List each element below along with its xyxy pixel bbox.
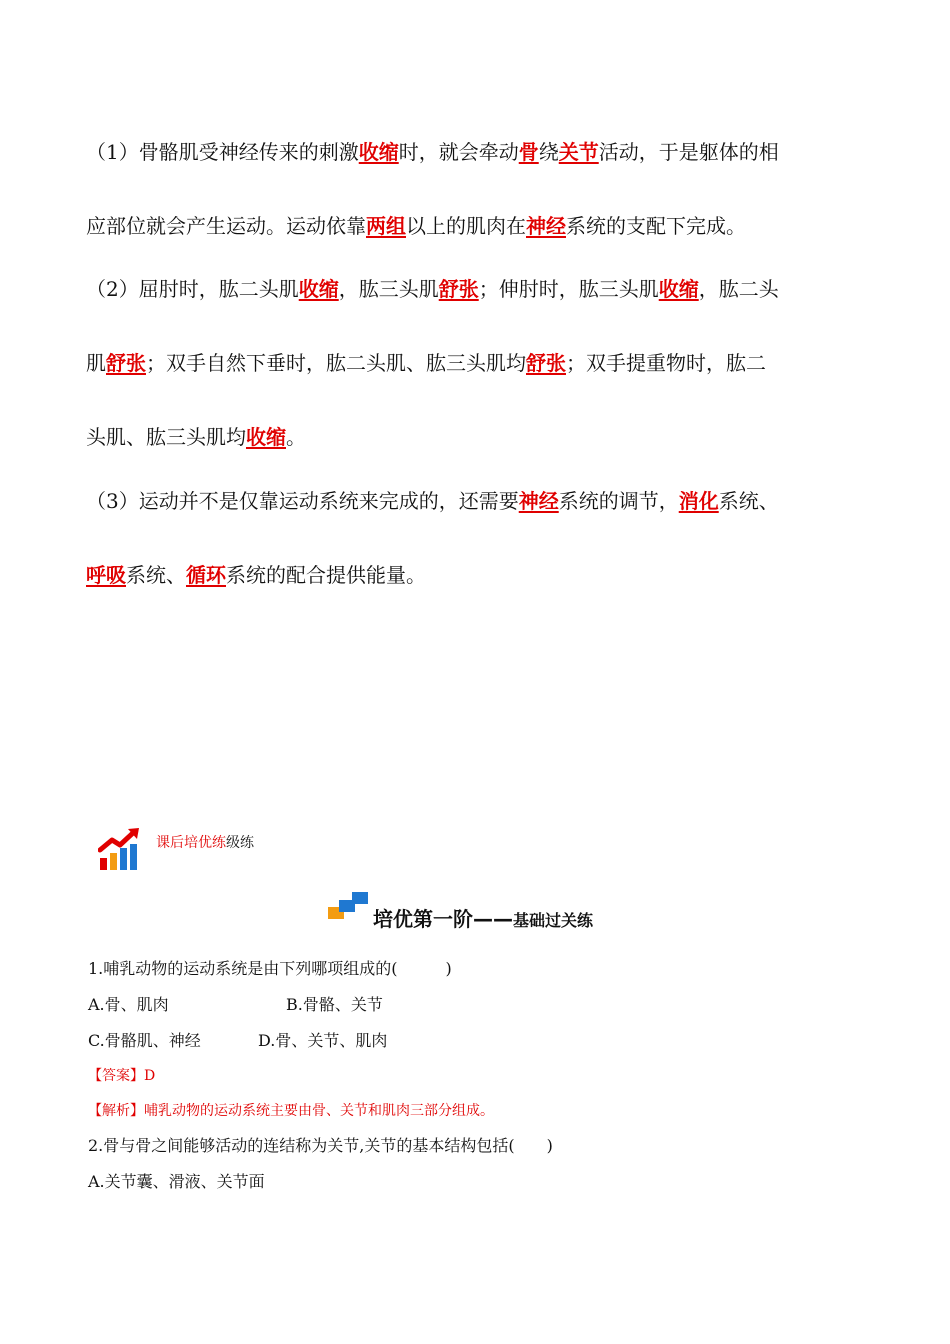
- question-2-stem: 2.骨与骨之间能够活动的连结称为关节,关节的基本结构包括( ): [88, 1136, 553, 1155]
- answer-blank: 循环: [186, 563, 226, 587]
- text: 时，就会牵动: [398, 140, 519, 164]
- text: 肌: [86, 351, 106, 375]
- text: （1）骨骼肌受神经传来的刺激: [86, 140, 359, 164]
- text: 。: [286, 425, 306, 449]
- answer-blank: 消化: [678, 489, 719, 513]
- question-1-options-row-2: [88, 1028, 688, 1048]
- text: 系统、: [126, 563, 186, 587]
- text: 活动，于是躯体的相: [598, 140, 779, 164]
- text: 绕: [538, 140, 559, 164]
- answer-blank: 呼吸: [86, 563, 126, 587]
- answer-blank: 收缩: [658, 277, 699, 301]
- paragraph-3-line-2: [86, 565, 426, 585]
- text: ，肱二头: [698, 277, 779, 301]
- text: 头肌、肱三头肌均: [86, 425, 246, 449]
- level-title: [328, 891, 648, 931]
- section-title: [156, 832, 254, 852]
- option-d[interactable]: D.骨、关节、肌肉: [258, 1031, 388, 1050]
- section-title-black: 级练: [226, 835, 254, 851]
- paragraph-1-line-1: [86, 142, 779, 162]
- question-1-stem: 1.哺乳动物的运动系统是由下列哪项组成的( ): [88, 959, 452, 978]
- answer-label: 【答案】D: [88, 1068, 156, 1084]
- text: （2）屈肘时，肱二头肌: [86, 277, 299, 301]
- text: 系统的支配下完成。: [566, 214, 746, 238]
- answer-blank: 收缩: [358, 140, 399, 164]
- text: 应部位就会产生运动。运动依靠: [86, 214, 366, 238]
- text: 系统的配合提供能量。: [226, 563, 426, 587]
- answer-blank: 神经: [526, 214, 566, 238]
- option-b[interactable]: B.骨骼、关节: [286, 995, 383, 1014]
- text: 系统的调节，: [558, 489, 679, 513]
- answer-blank: 关节: [558, 140, 599, 164]
- answer-blank: 舒张: [106, 351, 146, 375]
- option-a[interactable]: A.骨、肌肉: [88, 995, 169, 1014]
- text: （3）运动并不是仅靠运动系统来完成的，还需要: [86, 489, 519, 513]
- text: 系统、: [718, 489, 779, 513]
- level-title-main: 培优第一阶——: [373, 907, 513, 931]
- answer-blank: 收缩: [246, 425, 286, 449]
- option-a[interactable]: A.关节囊、滑液、关节面: [88, 1172, 265, 1191]
- level-title-sub: 基础过关练: [513, 911, 594, 930]
- text: ；双手提重物时，肱二: [566, 351, 766, 375]
- answer-blank: 舒张: [526, 351, 566, 375]
- text: ；双手自然下垂时，肱二头肌、肱三头肌均: [146, 351, 526, 375]
- text: ；伸肘时，肱三头肌: [478, 277, 659, 301]
- answer-blank: 舒张: [438, 277, 479, 301]
- paragraph-1-line-2: [86, 216, 746, 236]
- answer-blank: 两组: [366, 214, 406, 238]
- answer-blank: 骨: [518, 140, 539, 164]
- question-1-options-row-1: [88, 992, 688, 1012]
- text: 以上的肌肉在: [406, 214, 526, 238]
- level-title-text: [373, 903, 593, 932]
- growth-chart-icon: [98, 826, 148, 872]
- paragraph-2-line-1: [86, 279, 779, 299]
- analysis-text: 【解析】哺乳动物的运动系统主要由骨、关节和肌肉三部分组成。: [88, 1103, 494, 1119]
- option-c[interactable]: C.骨骼肌、神经: [88, 1031, 201, 1050]
- section-header: [98, 826, 398, 872]
- paragraph-2-line-3: [86, 427, 306, 447]
- stairs-icon: [328, 891, 370, 923]
- section-title-red: 课后培优练: [156, 835, 226, 851]
- text: ，肱三头肌: [338, 277, 439, 301]
- paragraph-3-line-1: [86, 491, 779, 511]
- answer-blank: 神经: [518, 489, 559, 513]
- answer-blank: 收缩: [298, 277, 339, 301]
- paragraph-2-line-2: [86, 353, 766, 373]
